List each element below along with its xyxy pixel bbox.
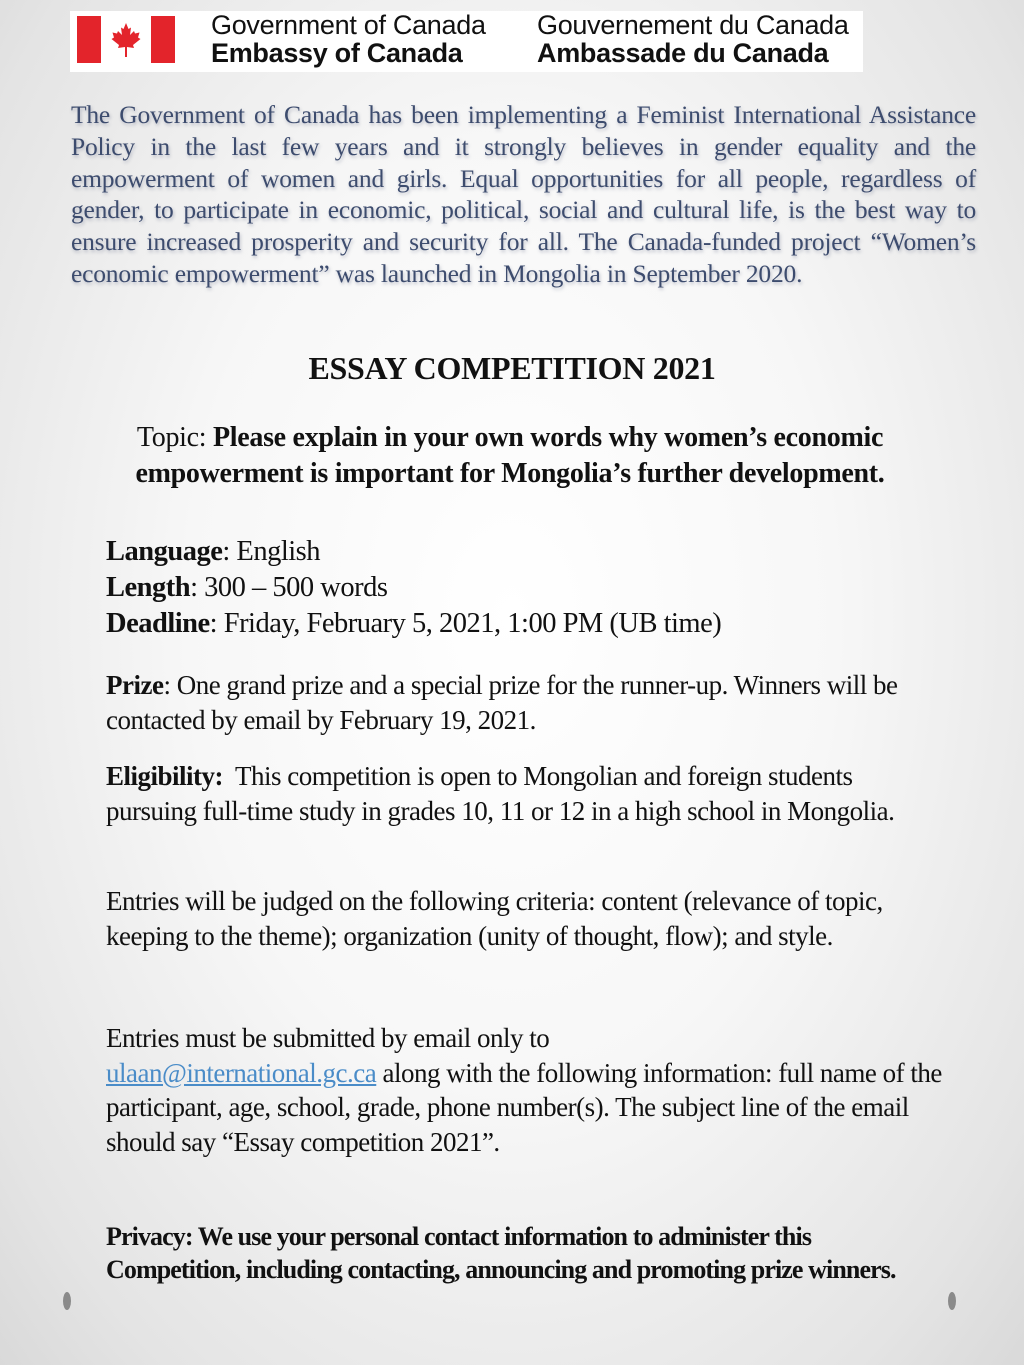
language-row [106, 534, 946, 570]
submission-intro: Entries must be submitted by email only to [106, 1023, 550, 1053]
flag-right-bar [151, 16, 175, 63]
left-bullet-decoration [63, 1292, 71, 1310]
english-org-name [211, 11, 486, 67]
maple-leaf-icon [111, 23, 141, 57]
canada-flag-logo [77, 16, 175, 63]
government-name-fr: Gouvernement du Canada [537, 10, 849, 40]
submission-paragraph [106, 1021, 946, 1159]
embassy-name-en: Embassy of Canada [211, 38, 463, 68]
prize-paragraph [106, 668, 946, 737]
right-bullet-decoration [948, 1292, 956, 1310]
language-value: : English [222, 536, 321, 567]
embassy-header-banner [70, 11, 863, 72]
eligibility-label: Eligibility: [106, 761, 224, 791]
length-value: : 300 – 500 words [190, 572, 388, 603]
submission-details: along with the following information: full name of the participant, age, school, grade, phone number(s). The subject line of the email should say “Essay competition 2021”. [106, 1057, 942, 1157]
intro-paragraph: The Government of Canada has been implementing a Feminist International Assistance Policy in the last few years and it strongly believes in gender equality and the empowerment of women and girls. Equal opportunities for all people, regardless of gender, to participate in economic, political, social and cultural life, is the best way to ensure increased prosperity and security for all. The Canada-funded project “Women’s economic empowerment” was launched in Mongolia in September 2020. [71, 100, 976, 288]
prize-text: : One grand prize and a special prize for the runner-up. Winners will be contacted by email by February 19, 2021. [106, 670, 898, 735]
government-name-en: Government of Canada [211, 10, 486, 40]
deadline-row [106, 606, 946, 642]
email-link[interactable]: ulaan@international.gc.ca [106, 1057, 377, 1088]
page-title: ESSAY COMPETITION 2021 [308, 350, 716, 386]
topic-text: Please explain in your own words why women’s economic empowerment is important for Mongolia’s further development. [135, 422, 885, 489]
topic-label: Topic: [136, 422, 213, 453]
eligibility-paragraph [106, 759, 946, 828]
language-label: Language [106, 536, 223, 567]
topic-section [80, 420, 940, 492]
deadline-value: : Friday, February 5, 2021, 1:00 PM (UB time) [209, 608, 722, 639]
length-label: Length [106, 572, 191, 603]
french-org-name [537, 11, 849, 67]
prize-label: Prize [106, 670, 164, 700]
essay-specs [106, 534, 946, 642]
eligibility-text: This competition is open to Mongolian and foreign students pursuing full-time study in grades 10, 11 or 12 in a high school in Mongolia. [106, 761, 895, 826]
criteria-paragraph: Entries will be judged on the following criteria: content (relevance of topic, keeping to the theme); organization (unity of thought, flow); and style. [106, 886, 883, 951]
privacy-paragraph: Privacy: We use your personal contact information to administer this Competition, including contacting, announcing and promoting prize winners. [106, 1222, 896, 1284]
flag-left-bar [77, 16, 101, 63]
embassy-name-fr: Ambassade du Canada [537, 38, 829, 68]
length-row [106, 570, 946, 606]
deadline-label: Deadline [106, 608, 210, 639]
